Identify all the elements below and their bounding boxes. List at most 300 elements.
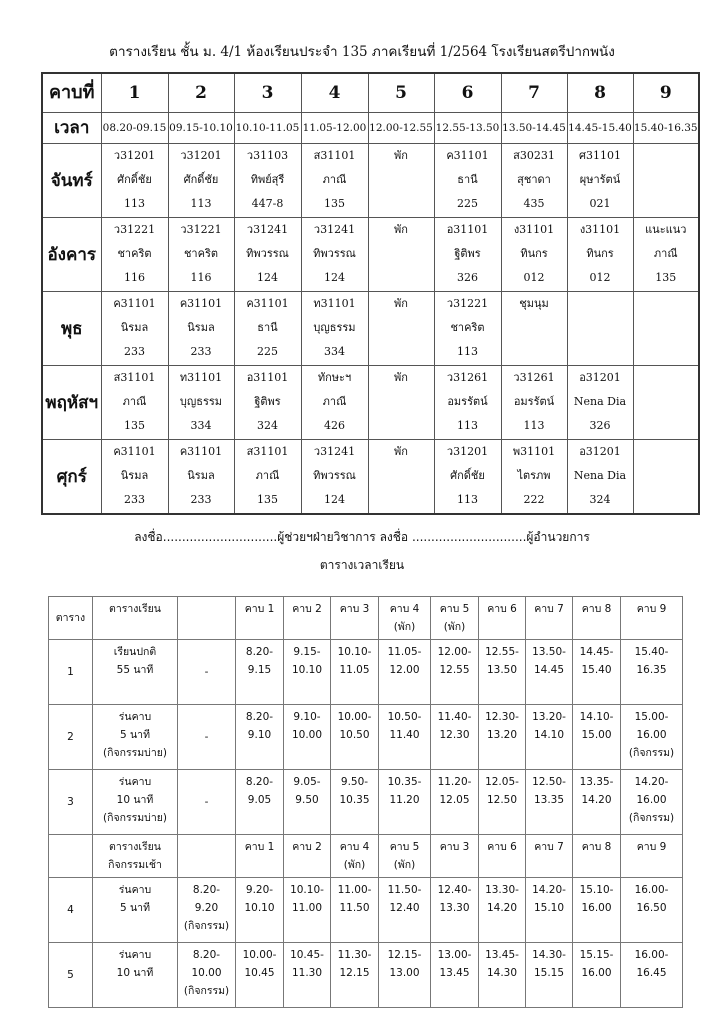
time-table-header-row [49, 835, 683, 878]
room-number: 135 [324, 197, 345, 210]
subject-code: ค31101 [113, 297, 156, 310]
header-cell: คาบ 9 [621, 835, 683, 878]
period-number: 9 [633, 73, 699, 113]
room-number: 334 [190, 419, 212, 432]
period-label: คาบที่ [42, 73, 101, 113]
day-row [42, 218, 699, 292]
class-cell [101, 292, 168, 366]
schedule-description: ร่นคาบ 5 นาที (กิจกรรมบ่าย) [93, 705, 178, 770]
header-cell: ตารางเรียน กิจกรรมเช้า [93, 835, 178, 878]
room-number: 135 [655, 271, 677, 284]
period-time: 14.45-15.40 [567, 113, 633, 144]
activity-time: - [178, 770, 236, 835]
period-time: 14.45- 15.40 [573, 640, 621, 705]
subject-code: ว31261 [446, 371, 489, 384]
period-time: 15.00- 16.00 (กิจกรรม) [621, 705, 683, 770]
teacher-name: ผุษารัตน์ [579, 173, 621, 186]
teacher-name [502, 316, 567, 340]
header-cell: คาบ 9 [621, 597, 683, 640]
period-time: 13.35- 14.20 [573, 770, 621, 835]
class-cell [234, 292, 301, 366]
room-number: 113 [124, 197, 145, 210]
subject-code: ว31201 [446, 445, 489, 458]
period-time: 13.30- 14.20 [479, 878, 526, 943]
period-time: 10.50- 11.40 [379, 705, 431, 770]
teacher-name: ทิพวรรณ [246, 247, 289, 260]
room-number: 113 [523, 419, 545, 432]
header-cell: คาบ 8 [573, 835, 621, 878]
period-time: 11.00- 11.50 [331, 878, 379, 943]
header-cell: คาบ 6 [479, 597, 526, 640]
period-time: 9.05- 9.50 [284, 770, 331, 835]
class-cell [301, 144, 368, 218]
room-number: 116 [124, 271, 145, 284]
period-time: 10.45- 11.30 [284, 943, 331, 1008]
teacher-name: ไตรภพ [517, 469, 551, 482]
period-time: 13.00- 13.45 [431, 943, 479, 1008]
teacher-name [369, 168, 434, 192]
teacher-name [568, 316, 633, 340]
period-number: 4 [301, 73, 368, 113]
period-time: 8.20- 9.10 [236, 705, 284, 770]
teacher-name: บุญธรรม [179, 395, 223, 408]
teacher-name: นิรมล [187, 321, 215, 334]
room-number: 225 [457, 197, 478, 210]
teacher-name [634, 390, 699, 414]
period-number: 6 [434, 73, 501, 113]
class-cell [168, 366, 234, 440]
room-number: 324 [589, 493, 611, 506]
subject-code: ท31101 [313, 297, 356, 310]
header-cell: คาบ 5 (พัก) [431, 597, 479, 640]
room-number: 012 [523, 271, 545, 284]
room-number [568, 340, 633, 364]
period-time: 15.10- 16.00 [573, 878, 621, 943]
room-number: 113 [190, 197, 212, 210]
day-name: อังคาร [42, 218, 101, 292]
header-cell: คาบ 6 [479, 835, 526, 878]
class-cell [633, 144, 699, 218]
room-number: 124 [324, 271, 345, 284]
subject-code: ว31221 [446, 297, 489, 310]
teacher-name [369, 242, 434, 266]
class-cell [633, 292, 699, 366]
period-time: 10.35- 11.20 [379, 770, 431, 835]
teacher-name: Nena Dia [573, 395, 627, 408]
teacher-name: ทิพวรรณ [313, 469, 356, 482]
subject-code: อ31101 [446, 223, 489, 236]
class-cell [168, 144, 234, 218]
day-name: พุธ [42, 292, 101, 366]
time-label: เวลา [42, 113, 101, 144]
subject-code [634, 144, 699, 168]
day-row [42, 144, 699, 218]
class-cell [633, 440, 699, 515]
subject-code: ส31101 [246, 445, 289, 458]
period-time: 14.20- 15.10 [526, 878, 573, 943]
class-cell [501, 218, 567, 292]
period-time: 14.10- 15.00 [573, 705, 621, 770]
subject-code: ค31101 [113, 445, 156, 458]
subject-code: ชุมนุม [519, 297, 549, 310]
class-cell [301, 366, 368, 440]
room-number: 326 [589, 419, 611, 432]
subject-code [568, 292, 633, 316]
class-cell [301, 218, 368, 292]
class-cell [368, 292, 434, 366]
teacher-name: ธานี [257, 321, 278, 334]
activity-time: - [178, 640, 236, 705]
period-time: 14.30- 15.15 [526, 943, 573, 1008]
room-number: 435 [523, 197, 545, 210]
period-time: 13.50- 14.45 [526, 640, 573, 705]
period-time: 14.20- 16.00 (กิจกรรม) [621, 770, 683, 835]
subject-code: ส31101 [113, 371, 156, 384]
class-cell [434, 218, 501, 292]
schedule-number: 2 [49, 705, 93, 770]
header-cell: คาบ 8 [573, 597, 621, 640]
subject-code: อ31201 [579, 445, 621, 458]
class-cell [301, 440, 368, 515]
period-time: 10.10-11.05 [234, 113, 301, 144]
subject-code: พัก [394, 149, 408, 162]
period-number: 8 [567, 73, 633, 113]
teacher-name: ภาณี [322, 395, 347, 408]
period-time: 12.30- 13.20 [479, 705, 526, 770]
class-cell [101, 440, 168, 515]
header-cell: คาบ 4 (พัก) [331, 835, 379, 878]
day-name: ศุกร์ [42, 440, 101, 515]
class-cell [301, 292, 368, 366]
subject-code: ศ31101 [579, 149, 621, 162]
period-times-table [48, 596, 683, 1008]
class-cell [501, 144, 567, 218]
room-number [369, 266, 434, 290]
time-table-row [49, 640, 683, 705]
room-number: 124 [257, 271, 278, 284]
room-number: 124 [324, 493, 345, 506]
room-number: 113 [457, 345, 478, 358]
class-cell [567, 144, 633, 218]
subject-code: ส31101 [313, 149, 356, 162]
schedule-number: 4 [49, 878, 93, 943]
room-number: 233 [190, 345, 212, 358]
teacher-name [369, 390, 434, 414]
subject-code: ว31201 [180, 149, 222, 162]
period-time: 16.00- 16.50 [621, 878, 683, 943]
teacher-name: อมรรัตน์ [513, 395, 555, 408]
period-time: 12.15- 13.00 [379, 943, 431, 1008]
subject-code: แนะแนว [645, 223, 687, 236]
room-number: 135 [124, 419, 145, 432]
subject-code: ว31241 [313, 445, 356, 458]
class-cell [633, 366, 699, 440]
period-time: 12.55-13.50 [434, 113, 501, 144]
teacher-name: สุชาดา [517, 173, 551, 186]
subject-code: อ31101 [246, 371, 289, 384]
teacher-name: ศักดิ์ชัย [183, 173, 219, 186]
schedule-description: ร่นคาบ 5 นาที [93, 878, 178, 943]
class-cell [434, 144, 501, 218]
class-cell [368, 440, 434, 515]
class-cell [633, 218, 699, 292]
class-cell [501, 366, 567, 440]
time-table-title: ตารางเวลาเรียน [319, 558, 405, 572]
time-table-row [49, 705, 683, 770]
teacher-name: ชาคริต [450, 321, 485, 334]
teacher-name: ศักดิ์ชัย [117, 173, 152, 186]
header-cell: คาบ 1 [236, 597, 284, 640]
teacher-name: ฐิติพร [254, 395, 281, 408]
period-number: 5 [368, 73, 434, 113]
period-time: 15.40-16.35 [633, 113, 699, 144]
period-number: 7 [501, 73, 567, 113]
period-header-row [42, 73, 699, 113]
teacher-name: ทินกร [520, 247, 548, 260]
room-number: 113 [457, 419, 478, 432]
teacher-name: ธานี [457, 173, 478, 186]
period-time: 11.05- 12.00 [379, 640, 431, 705]
room-number: 135 [257, 493, 278, 506]
schedule-description: ร่นคาบ 10 นาที (กิจกรรมบ่าย) [93, 770, 178, 835]
class-cell [234, 440, 301, 515]
period-time: 9.15- 10.10 [284, 640, 331, 705]
signature-line: ลงชื่อ..............................ผู้ช่วยฯฝ่ายวิชาการ ลงชื่อ ..............................ผู้อำนวยการ [134, 530, 590, 544]
activity-time: 8.20- 10.00 (กิจกรรม) [178, 943, 236, 1008]
time-table-row [49, 878, 683, 943]
room-number: 116 [190, 271, 212, 284]
teacher-name: ภาณี [322, 173, 347, 186]
period-time: 08.20-09.15 [101, 113, 168, 144]
period-time: 9.10- 10.00 [284, 705, 331, 770]
room-number: 233 [190, 493, 212, 506]
class-cell [501, 292, 567, 366]
period-time: 15.40- 16.35 [621, 640, 683, 705]
subject-code: ค31101 [246, 297, 289, 310]
header-cell: คาบ 5 (พัก) [379, 835, 431, 878]
period-time: 11.20- 12.05 [431, 770, 479, 835]
subject-code: ว31201 [113, 149, 156, 162]
schedule-number: 5 [49, 943, 93, 1008]
subject-code: ง31101 [513, 223, 555, 236]
room-number: 326 [457, 271, 478, 284]
period-time: 11.50- 12.40 [379, 878, 431, 943]
period-time: 12.55- 13.50 [479, 640, 526, 705]
room-number [634, 488, 699, 512]
class-cell [101, 218, 168, 292]
subject-code [634, 440, 699, 464]
class-cell [234, 366, 301, 440]
teacher-name: ทินกร [586, 247, 614, 260]
teacher-name: ภาณี [122, 395, 147, 408]
subject-code: ว31221 [180, 223, 222, 236]
subject-code: ว31103 [246, 149, 289, 162]
subject-code: ง31101 [579, 223, 621, 236]
period-time: 11.05-12.00 [301, 113, 368, 144]
period-time: 16.00- 16.45 [621, 943, 683, 1008]
room-number: 021 [589, 197, 611, 210]
period-time: 10.10- 11.05 [331, 640, 379, 705]
teacher-name: ทิพย์สุรี [250, 173, 285, 186]
period-time: 12.05- 12.50 [479, 770, 526, 835]
period-time: 11.40- 12.30 [431, 705, 479, 770]
room-number: 426 [324, 419, 345, 432]
day-row [42, 292, 699, 366]
class-cell [434, 366, 501, 440]
header-cell: คาบ 2 [284, 597, 331, 640]
class-cell [368, 144, 434, 218]
period-time: 12.50- 13.35 [526, 770, 573, 835]
period-time: 10.00- 10.50 [331, 705, 379, 770]
class-cell [368, 366, 434, 440]
day-name: จันทร์ [42, 144, 101, 218]
room-number: 233 [124, 345, 145, 358]
teacher-name: ศักดิ์ชัย [450, 469, 485, 482]
activity-time: 8.20- 9.20 (กิจกรรม) [178, 878, 236, 943]
subject-code: ส30231 [513, 149, 555, 162]
subject-code [634, 366, 699, 390]
header-cell: คาบ 7 [526, 835, 573, 878]
header-cell: คาบ 3 [431, 835, 479, 878]
time-table-row [49, 943, 683, 1008]
header-cell: ตาราง [49, 597, 93, 640]
header-cell: คาบ 4 (พัก) [379, 597, 431, 640]
class-cell [234, 218, 301, 292]
subject-code: ว31241 [313, 223, 356, 236]
class-cell [567, 366, 633, 440]
class-cell [234, 144, 301, 218]
teacher-name: อมรรัตน์ [447, 395, 488, 408]
schedule-number: 3 [49, 770, 93, 835]
teacher-name [634, 168, 699, 192]
subject-code: ว31241 [246, 223, 289, 236]
period-time: 8.20- 9.15 [236, 640, 284, 705]
subject-code: ค31101 [446, 149, 489, 162]
period-time: 13.20- 14.10 [526, 705, 573, 770]
header-cell [49, 835, 93, 878]
room-number [369, 414, 434, 438]
room-number: 012 [589, 271, 611, 284]
subject-code: พ31101 [512, 445, 556, 458]
schedule-number: 1 [49, 640, 93, 705]
header-cell: คาบ 3 [331, 597, 379, 640]
page-title: ตารางเรียน ชั้น ม. 4/1 ห้องเรียนประจำ 135 ภาคเรียนที่ 1/2564 โรงเรียนสตรีปากพนัง [109, 44, 615, 60]
room-number [634, 192, 699, 216]
period-time: 10.10- 11.00 [284, 878, 331, 943]
class-cell [168, 292, 234, 366]
header-cell: คาบ 7 [526, 597, 573, 640]
period-time: 9.50- 10.35 [331, 770, 379, 835]
time-row [42, 113, 699, 144]
room-number [502, 340, 567, 364]
class-cell [567, 440, 633, 515]
room-number: 222 [523, 493, 545, 506]
day-name: พฤหัสฯ [42, 366, 101, 440]
teacher-name: นิรมล [120, 469, 149, 482]
header-cell [178, 835, 236, 878]
teacher-name: ภาณี [255, 469, 280, 482]
teacher-name: ทิพวรรณ [313, 247, 356, 260]
period-number: 1 [101, 73, 168, 113]
period-time: 12.00-12.55 [368, 113, 434, 144]
schedule-description: ร่นคาบ 10 นาที [93, 943, 178, 1008]
class-cell [434, 292, 501, 366]
teacher-name: ภาณี [653, 247, 678, 260]
class-schedule-table [41, 72, 700, 515]
schedule-description: เรียนปกติ 55 นาที [93, 640, 178, 705]
room-number [369, 340, 434, 364]
subject-code: พัก [394, 445, 408, 458]
teacher-name: นิรมล [120, 321, 149, 334]
subject-code: พัก [394, 297, 408, 310]
room-number: 113 [457, 493, 478, 506]
teacher-name: นิรมล [187, 469, 215, 482]
room-number: 225 [257, 345, 278, 358]
period-time: 9.20- 10.10 [236, 878, 284, 943]
room-number [369, 488, 434, 512]
subject-code: อ31201 [579, 371, 621, 384]
subject-code: พัก [394, 223, 408, 236]
class-cell [501, 440, 567, 515]
period-time: 12.00- 12.55 [431, 640, 479, 705]
teacher-name [369, 464, 434, 488]
teacher-name: ฐิติพร [454, 247, 481, 260]
period-time: 15.15- 16.00 [573, 943, 621, 1008]
period-number: 2 [168, 73, 234, 113]
activity-time: - [178, 705, 236, 770]
subject-code: ท31101 [179, 371, 223, 384]
teacher-name [634, 316, 699, 340]
period-time: 13.50-14.45 [501, 113, 567, 144]
time-table-header-row [49, 597, 683, 640]
teacher-name: Nena Dia [573, 469, 627, 482]
period-time: 13.45- 14.30 [479, 943, 526, 1008]
class-cell [168, 440, 234, 515]
teacher-name: บุญธรรม [313, 321, 356, 334]
header-cell: คาบ 2 [284, 835, 331, 878]
class-cell [567, 292, 633, 366]
teacher-name [369, 316, 434, 340]
period-time: 11.30- 12.15 [331, 943, 379, 1008]
subject-code: ว31261 [513, 371, 555, 384]
day-row [42, 440, 699, 515]
period-time: 09.15-10.10 [168, 113, 234, 144]
room-number: 447-8 [251, 197, 284, 210]
class-cell [434, 440, 501, 515]
teacher-name: ชาคริต [117, 247, 152, 260]
time-table-row [49, 770, 683, 835]
subject-code: ค31101 [179, 445, 223, 458]
day-row [42, 366, 699, 440]
period-time: 8.20- 9.05 [236, 770, 284, 835]
teacher-name [634, 464, 699, 488]
class-cell [101, 144, 168, 218]
class-cell [168, 218, 234, 292]
class-cell [101, 366, 168, 440]
room-number [369, 192, 434, 216]
room-number [634, 340, 699, 364]
subject-code: พัก [394, 371, 408, 384]
class-cell [368, 218, 434, 292]
teacher-name: ชาคริต [183, 247, 219, 260]
room-number: 324 [257, 419, 278, 432]
header-cell: คาบ 1 [236, 835, 284, 878]
period-time: 10.00- 10.45 [236, 943, 284, 1008]
period-time: 12.40- 13.30 [431, 878, 479, 943]
header-cell [178, 597, 236, 640]
subject-code [634, 292, 699, 316]
subject-code: ว31221 [113, 223, 156, 236]
